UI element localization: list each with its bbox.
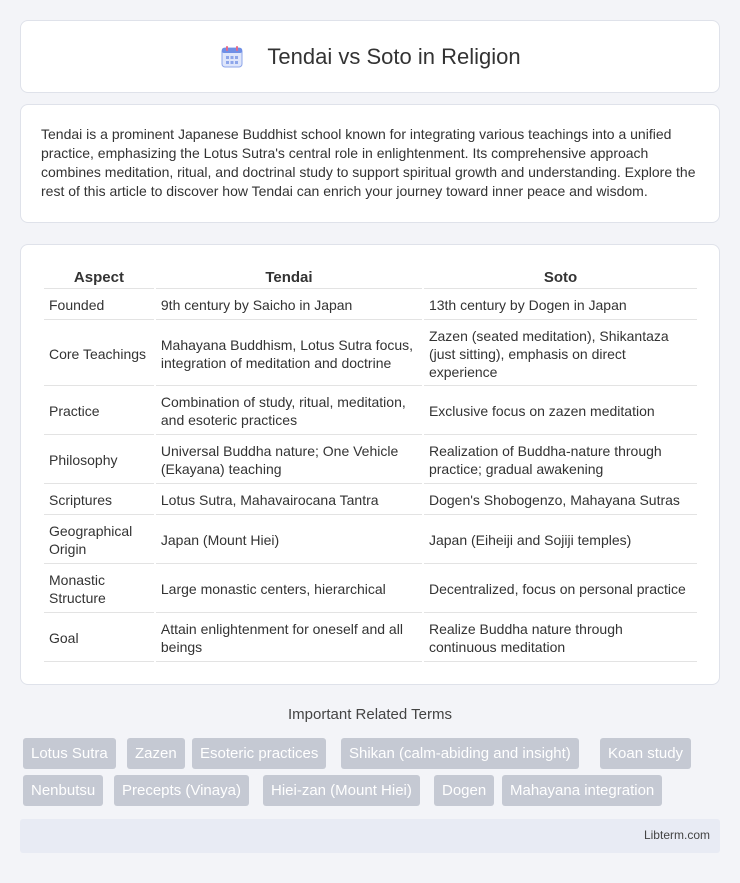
aspect-cell: Monastic Structure [44, 566, 154, 613]
footer [20, 819, 720, 853]
table-row [44, 615, 697, 662]
table-row [44, 388, 697, 435]
soto-cell: Realization of Buddha-nature through practice; gradual awakening [424, 437, 697, 484]
comparison-table [42, 265, 699, 664]
aspect-cell: Founded [44, 291, 154, 320]
tag-nenbutsu[interactable]: Nenbutsu [23, 775, 103, 806]
tag-zazen[interactable]: Zazen [127, 738, 185, 769]
tag-mahayana-integration[interactable]: Mahayana integration [502, 775, 662, 806]
tag-hiei-zan[interactable]: Hiei-zan (Mount Hiei) [263, 775, 420, 806]
table-row [44, 322, 697, 386]
table-row [44, 517, 697, 564]
tag-lotus-sutra[interactable]: Lotus Sutra [23, 738, 116, 769]
title-card [20, 20, 720, 93]
soto-cell: Exclusive focus on zazen meditation [424, 388, 697, 435]
intro-text: Tendai is a prominent Japanese Buddhist school known for integrating various teachings into a unified practice, emphasizing the Lotus Sutra's central role in enlightenment. Its comprehensive approach combines meditation, ritual, and doctrinal study to support spiritual growth and understanding. Explore the rest of this article to discover how Tendai can enrich your journey toward inner peace and wisdom. [41, 126, 696, 199]
aspect-cell: Philosophy [44, 437, 154, 484]
table-row [44, 566, 697, 613]
soto-cell: Decentralized, focus on personal practice [424, 566, 697, 613]
aspect-cell: Core Teachings [44, 322, 154, 386]
soto-cell: Dogen's Shobogenzo, Mahayana Sutras [424, 486, 697, 515]
tendai-cell: Mahayana Buddhism, Lotus Sutra focus, integration of meditation and doctrine [156, 322, 422, 386]
tendai-cell: Universal Buddha nature; One Vehicle (Ekayana) teaching [156, 437, 422, 484]
soto-cell: Realize Buddha nature through continuous meditation [424, 615, 697, 662]
page-title: Tendai vs Soto in Religion [267, 43, 521, 69]
calendar-icon [219, 44, 245, 70]
header-aspect: Aspect [44, 267, 154, 289]
comparison-card [20, 244, 720, 685]
tag-shikan[interactable]: Shikan (calm-abiding and insight) [341, 738, 579, 769]
tag-esoteric-practices[interactable]: Esoteric practices [192, 738, 326, 769]
header-tendai: Tendai [156, 267, 422, 289]
footer-site-link[interactable]: Libterm.com [643, 828, 710, 842]
aspect-cell: Geographical Origin [44, 517, 154, 564]
tag-dogen[interactable]: Dogen [434, 775, 494, 806]
tag-precepts[interactable]: Precepts (Vinaya) [114, 775, 249, 806]
intro-card [20, 104, 720, 223]
table-row [44, 486, 697, 515]
tendai-cell: Attain enlightenment for oneself and all beings [156, 615, 422, 662]
soto-cell: 13th century by Dogen in Japan [424, 291, 697, 320]
aspect-cell: Goal [44, 615, 154, 662]
tendai-cell: Japan (Mount Hiei) [156, 517, 422, 564]
tendai-cell: Combination of study, ritual, meditation, and esoteric practices [156, 388, 422, 435]
table-row [44, 291, 697, 320]
related-terms-title: Important Related Terms [288, 706, 452, 723]
header-soto: Soto [424, 267, 697, 289]
aspect-cell: Practice [44, 388, 154, 435]
tag-koan-study[interactable]: Koan study [600, 738, 691, 769]
table-header-row [44, 267, 697, 289]
soto-cell: Zazen (seated meditation), Shikantaza (just sitting), emphasis on direct experience [424, 322, 697, 386]
soto-cell: Japan (Eiheiji and Sojiji temples) [424, 517, 697, 564]
tendai-cell: 9th century by Saicho in Japan [156, 291, 422, 320]
tendai-cell: Lotus Sutra, Mahavairocana Tantra [156, 486, 422, 515]
table-row [44, 437, 697, 484]
tendai-cell: Large monastic centers, hierarchical [156, 566, 422, 613]
aspect-cell: Scriptures [44, 486, 154, 515]
